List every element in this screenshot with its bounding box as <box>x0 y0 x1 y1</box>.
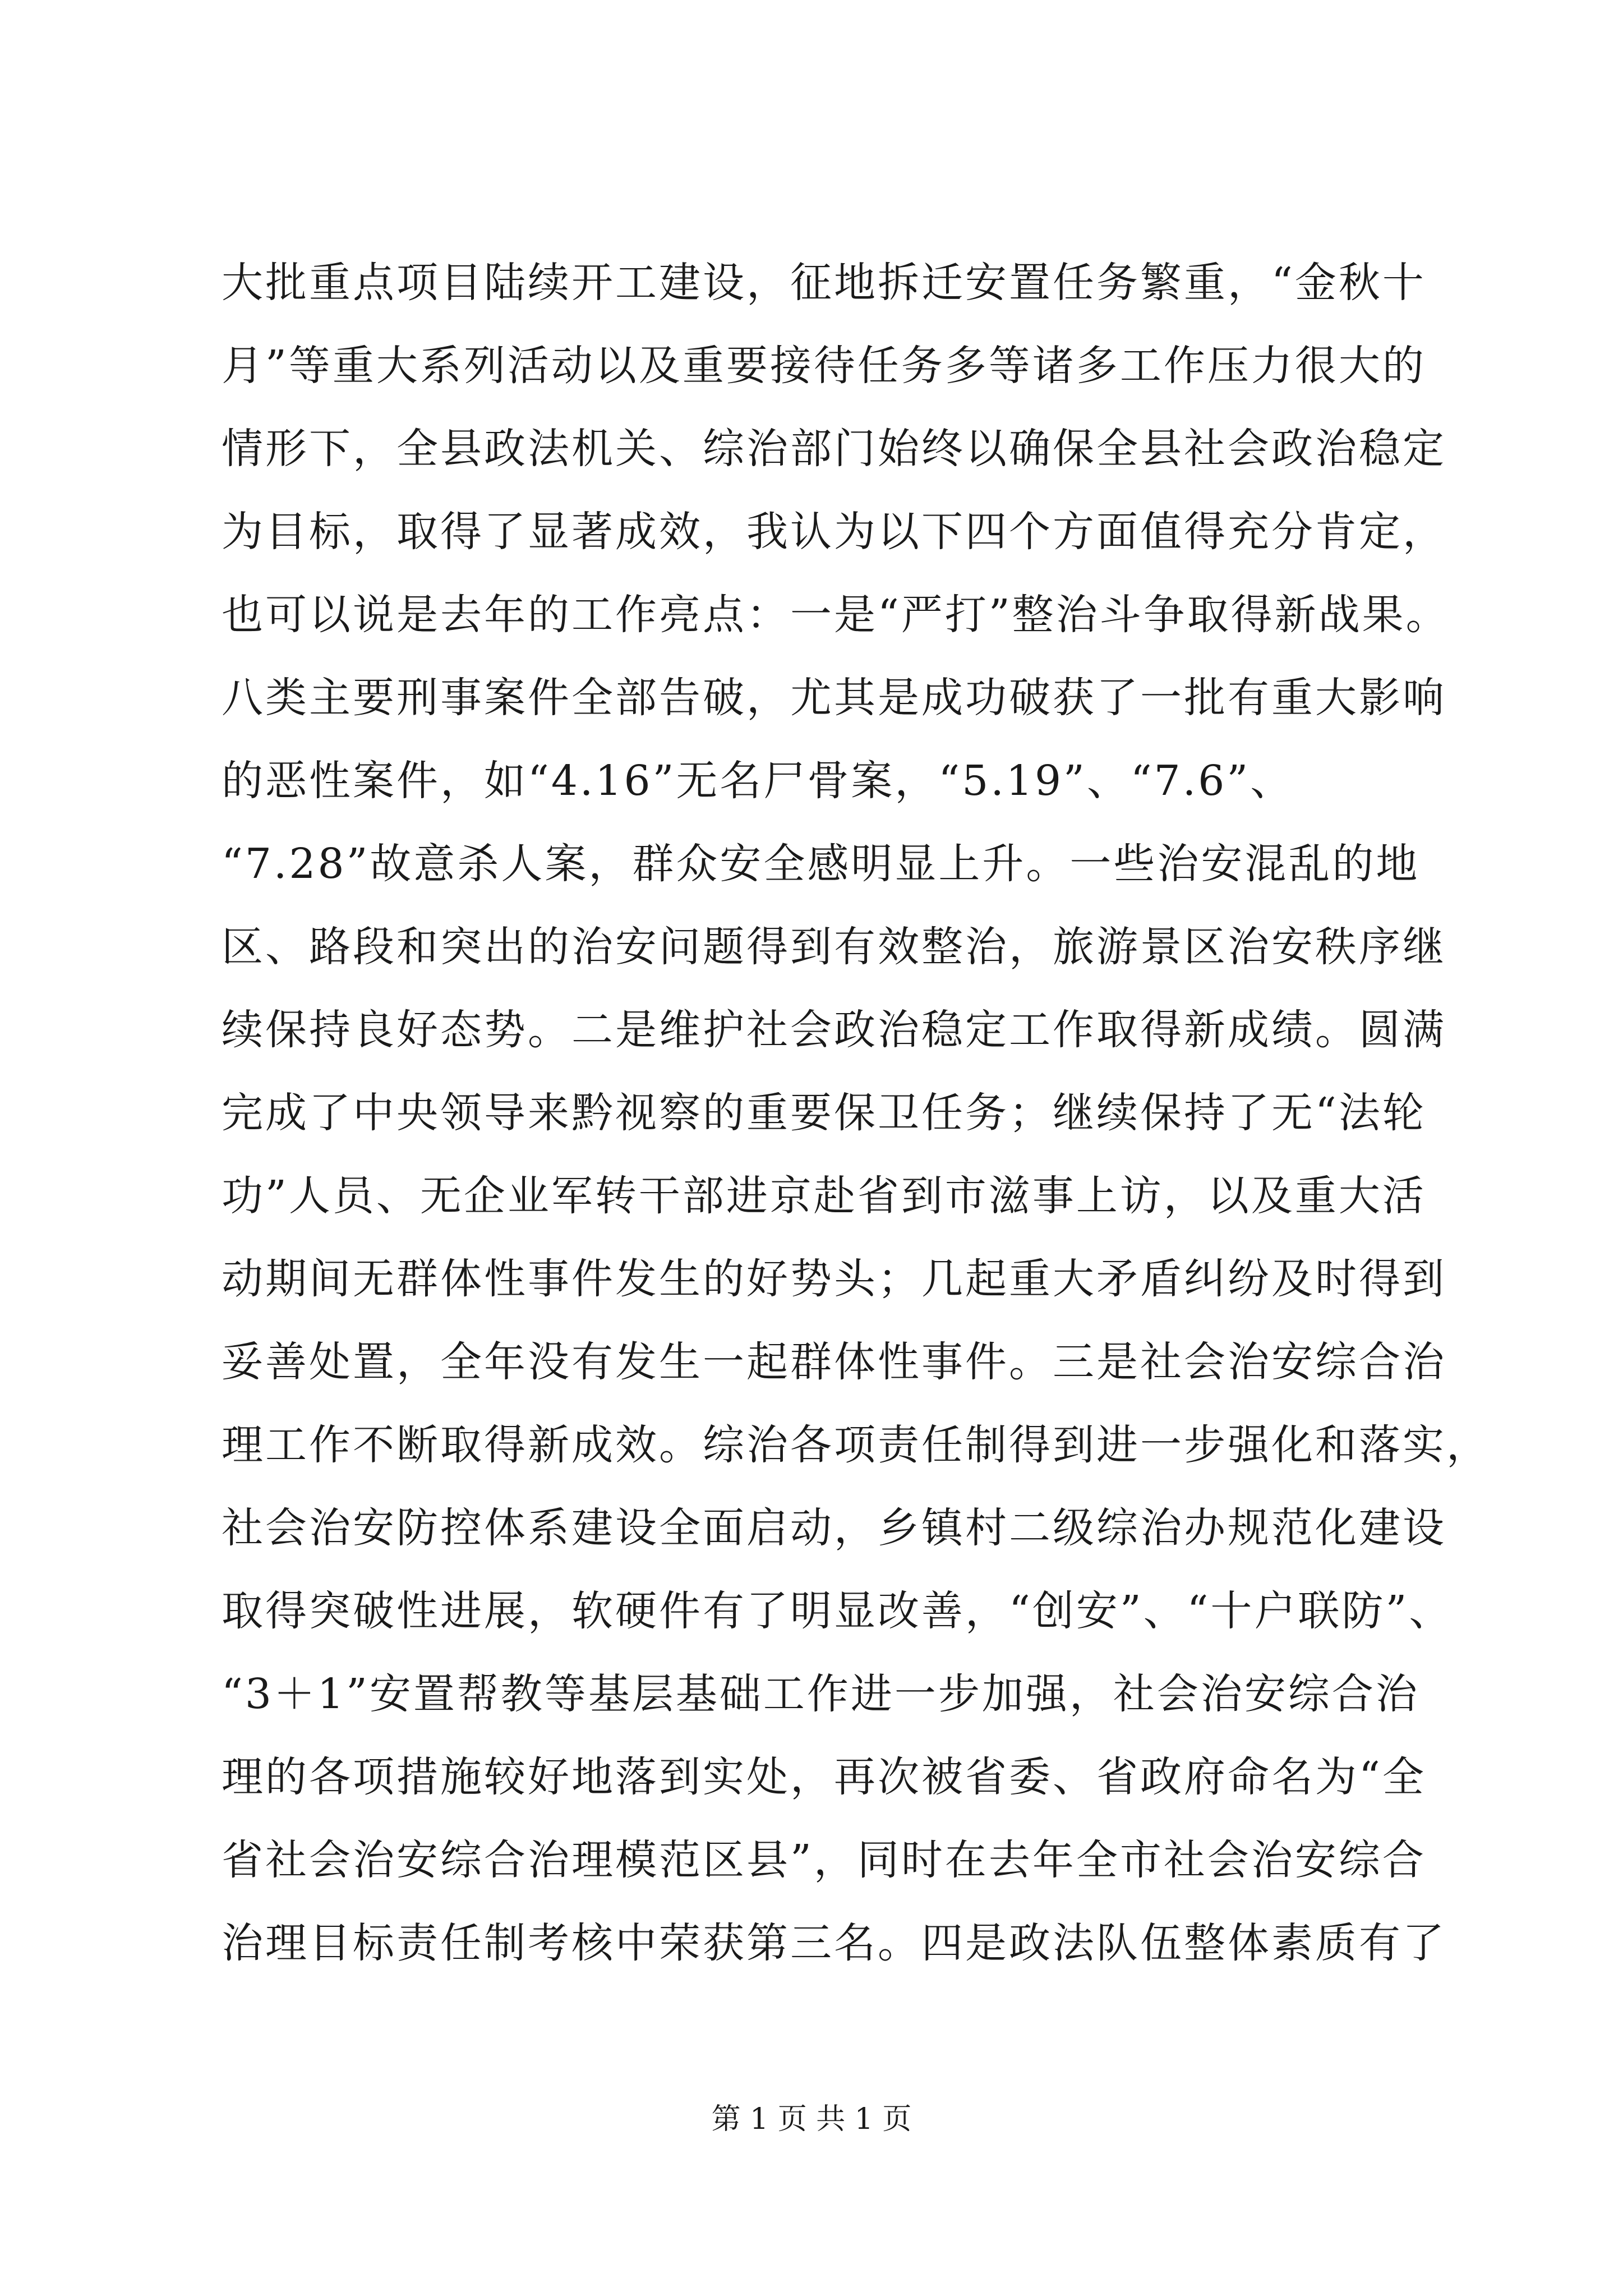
text-line: 功”人员、无企业军转干部进京赴省到市滋事上访，以及重大活 <box>222 1172 1426 1220</box>
text-line: 理的各项措施较好地落到实处，再次被省委、省政府命名为“全 <box>222 1753 1426 1801</box>
text-line: 八类主要刑事案件全部告破，尤其是成功破获了一批有重大影响 <box>222 674 1446 722</box>
body-text <box>222 241 1490 1985</box>
text-line: 的恶性案件，如“4.16”无名尸骨案，“5.19”、“7.6”、 <box>222 757 1294 805</box>
text-line: 动期间无群体性事件发生的好势头；几起重大矛盾纠纷及时得到 <box>222 1255 1446 1303</box>
text-line: 月”等重大系列活动以及重要接待任务多等诸多工作压力很大的 <box>222 342 1426 390</box>
text-line: 理工作不断取得新成效。综治各项责任制得到进一步强化和落实， <box>222 1421 1490 1469</box>
text-line: 区、路段和突出的治安问题得到有效整治，旅游景区治安秩序继 <box>222 923 1446 971</box>
text-line: 为目标，取得了显著成效，我认为以下四个方面值得充分肯定， <box>222 508 1446 556</box>
text-line: 治理目标责任制考核中荣获第三名。四是政法队伍整体素质有了 <box>222 1919 1446 1967</box>
page-number-footer: 第 1 页 共 1 页 <box>711 2102 912 2136</box>
text-line: 社会治安防控体系建设全面启动，乡镇村二级综治办规范化建设 <box>222 1504 1446 1552</box>
text-line: 妥善处置，全年没有发生一起群体性事件。三是社会治安综合治 <box>222 1338 1446 1386</box>
text-line: 大批重点项目陆续开工建设，征地拆迁安置任务繁重，“金秋十 <box>222 259 1426 307</box>
text-line: 省社会治安综合治理模范区县”，同时在去年全市社会治安综合 <box>222 1836 1426 1884</box>
text-line: 完成了中央领导来黔视察的重要保卫任务；继续保持了无“法轮 <box>222 1089 1426 1137</box>
text-line: 续保持良好态势。二是维护社会政治稳定工作取得新成绩。圆满 <box>222 1006 1446 1054</box>
text-line: “3＋1”安置帮教等基层基础工作进一步加强，社会治安综合治 <box>222 1670 1419 1718</box>
text-line: 情形下，全县政法机关、综治部门始终以确保全县社会政治稳定 <box>222 425 1446 473</box>
text-line: “7.28”故意杀人案，群众安全感明显上升。一些治安混乱的地 <box>222 840 1420 888</box>
text-line: 也可以说是去年的工作亮点：一是“严打”整治斗争取得新战果。 <box>222 591 1450 639</box>
text-line: 取得突破性进展，软硬件有了明显改善，“创安”、“十户联防”、 <box>222 1587 1453 1635</box>
